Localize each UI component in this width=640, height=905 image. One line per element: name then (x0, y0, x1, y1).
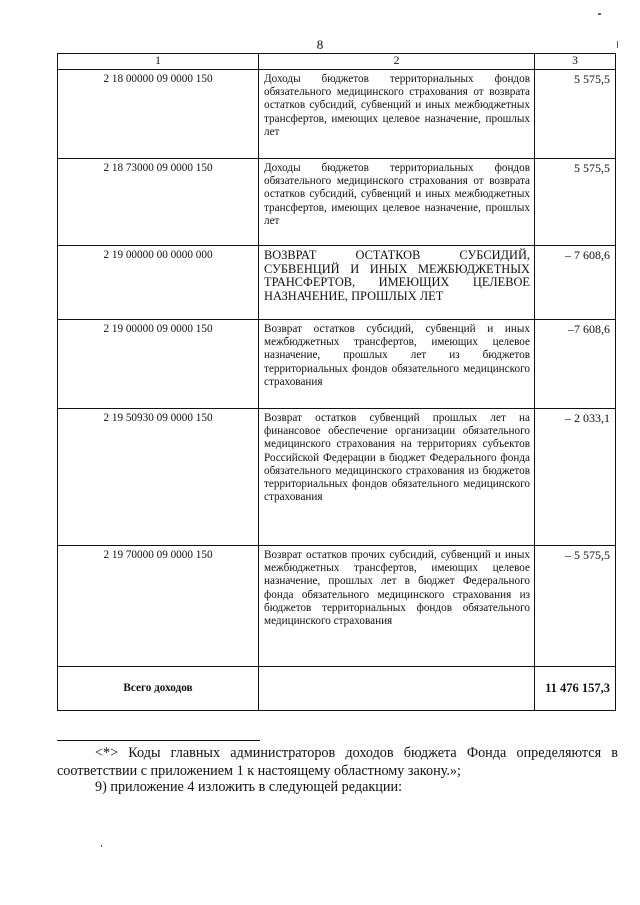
instruction-paragraph (57, 778, 618, 796)
total-label: Всего доходов (58, 667, 259, 711)
row-code: 2 18 73000 09 0000 150 (58, 159, 259, 246)
table-row (58, 320, 616, 409)
row-code: 2 18 00000 09 0000 150 (58, 70, 259, 159)
page-number: 8 (316, 37, 324, 52)
row-name: Доходы бюджетов территориальных фондов обязательного медицинского страхования от возврата остатков субсидий, субвенций и иных межбюджетных трансфертов, имеющих целевое назначение, прошлых лет (259, 70, 535, 159)
row-amount: 5 575,5 (535, 70, 616, 159)
footnote-content: <*> Коды главных администраторов доходов бюджета Фонда определяются в соответствии с приложением 1 к настоящему областному закону.»; (57, 745, 618, 779)
table-row (58, 546, 616, 667)
row-name: Возврат остатков субвенций прошлых лет на финансовое обеспечение организации обязательного медицинского страхования на территориях субъектов Российской Федерации в бюджет Федерального фонда обязательного медицинского страхования из бюджетов территориальных фондов обязательного медицинского страхования (259, 409, 535, 546)
row-name: Возврат остатков субсидий, субвенций и иных межбюджетных трансфертов, имеющих целевое назначение, прошлых лет из бюджетов территориальных фондов обязательного медицинского страхования (259, 320, 535, 409)
column-header-amount: 3 (535, 54, 616, 70)
row-amount: – 5 575,5 (535, 546, 616, 667)
total-amount: 11 476 157,3 (535, 667, 616, 711)
scan-speck (101, 845, 102, 847)
row-name: Возврат остатков прочих субсидий, субвенций и иных межбюджетных трансфертов, имеющих целевое назначение, прошлых лет в бюджет Федерального фонда обязательного медицинского страхования из бюджетов территориальных фондов обязательного медицинского страхования (259, 546, 535, 667)
row-code: 2 19 70000 09 0000 150 (58, 546, 259, 667)
footnote-text (57, 744, 618, 780)
total-row (58, 667, 616, 711)
table-header-row (58, 54, 616, 70)
revenue-table (57, 53, 616, 711)
row-code: 2 19 00000 09 0000 150 (58, 320, 259, 409)
column-header-name: 2 (259, 54, 535, 70)
row-amount: – 2 033,1 (535, 409, 616, 546)
row-amount: – 7 608,6 (535, 246, 616, 320)
row-name: ВОЗВРАТ ОСТАТКОВ СУБСИДИЙ, СУБВЕНЦИЙ И ИНЫХ МЕЖБЮДЖЕТНЫХ ТРАНСФЕРТОВ, ИМЕЮЩИХ ЦЕЛЕВОЕ НАЗНАЧЕНИЕ, ПРОШЛЫХ ЛЕТ (259, 246, 535, 320)
column-header-code: 1 (58, 54, 259, 70)
scan-speck (617, 41, 618, 48)
table-row (58, 409, 616, 546)
total-empty-cell (259, 667, 535, 711)
row-amount: –7 608,6 (535, 320, 616, 409)
table-row (58, 246, 616, 320)
footnote-divider (57, 740, 260, 741)
row-code: 2 19 50930 09 0000 150 (58, 409, 259, 546)
scan-speck (598, 13, 601, 15)
row-name: Доходы бюджетов территориальных фондов обязательного медицинского страхования от возврата остатков субсидий, субвенций и иных межбюджетных трансфертов, имеющих целевое назначение, прошлых лет (259, 159, 535, 246)
row-code: 2 19 00000 00 0000 000 (58, 246, 259, 320)
row-amount: 5 575,5 (535, 159, 616, 246)
table-row (58, 70, 616, 159)
instruction-content: 9) приложение 4 изложить в следующей редакции: (95, 779, 403, 795)
table-row (58, 159, 616, 246)
